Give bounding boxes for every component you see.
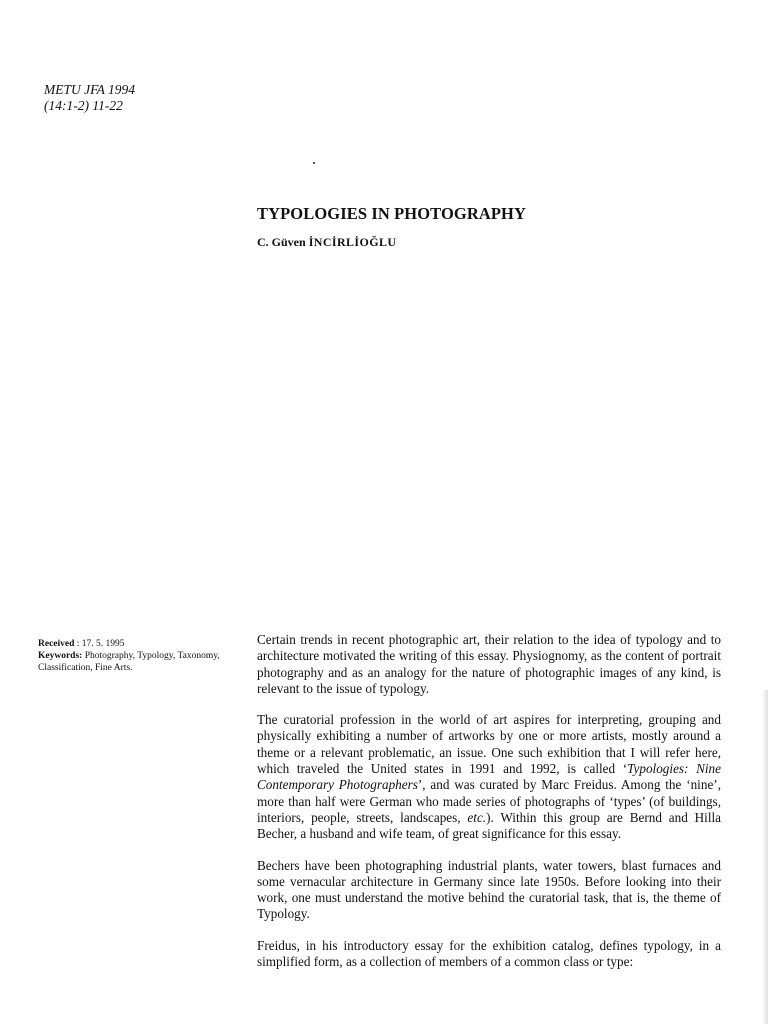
paragraph-2 [257,712,721,842]
article-body [257,632,721,970]
received-date: : 17. 5. 1995 [76,639,125,649]
keywords-label: Keywords: [38,651,83,661]
paragraph-2-end: ). Within this group are Bernd and Hilla Becher, a husband and wife team, of great significance for this essay. [257,809,721,842]
paragraph-3: Bechers have been photographing industrial plants, water towers, blast furnaces and some vernacular architecture in Germany since late 1950s. Before looking into their work, one must understand the motive behind the curatorial task, that is, the theme of Typology. [257,857,721,922]
scan-edge-shadow [762,690,768,1024]
etc-abbreviation: etc. [467,809,487,825]
journal-name: METU JFA 1994 [44,82,135,97]
paragraph-2-start: The curatorial profession in the world of art aspires for interpreting, grouping and physically exhibiting a number of artworks by one or more artists, mostly around a theme or a relevant problematic, an issue. One such exhibition that I will refer here, which traveled the United states in 1991 and 1992, is called ‘ [257,712,721,777]
journal-citation [44,82,135,114]
received-line [38,638,244,650]
keywords-list: Photography, Typology, Taxonomy, Classification, Fine Arts. [38,651,220,673]
journal-volume-pages: (14:1-2) 11-22 [44,98,123,113]
author-surname: İNCİRLİOĞLU [308,235,397,249]
scan-speck [313,162,315,164]
keywords-line [38,650,244,674]
paragraph-4: Freidus, in his introductory essay for the exhibition catalog, defines typology, in a simplified form, as a collection of members of a common class or type: [257,937,721,970]
exhibition-title: Typologies: Nine Contemporary Photographers [257,761,721,793]
article-title: TYPOLOGIES IN PHOTOGRAPHY [257,204,526,223]
paragraph-1: Certain trends in recent photographic art, their relation to the idea of typology and to architecture motivated the writing of this essay. Physiognomy, as the content of portrait photography and as an analogy for the nature of photographic images of any kind, is relevant to the issue of typology. [257,632,721,696]
paragraph-2-middle: ’, and was curated by Marc Freidus. Among the ‘nine’, more than half were German who made series of photographs of ‘types’ (of buildings, interiors, people, streets, landscapes, [257,777,721,825]
article-author [257,235,396,250]
article-metadata [38,638,244,674]
author-given-name: C. Güven [257,235,306,249]
received-label: Received [38,639,75,649]
